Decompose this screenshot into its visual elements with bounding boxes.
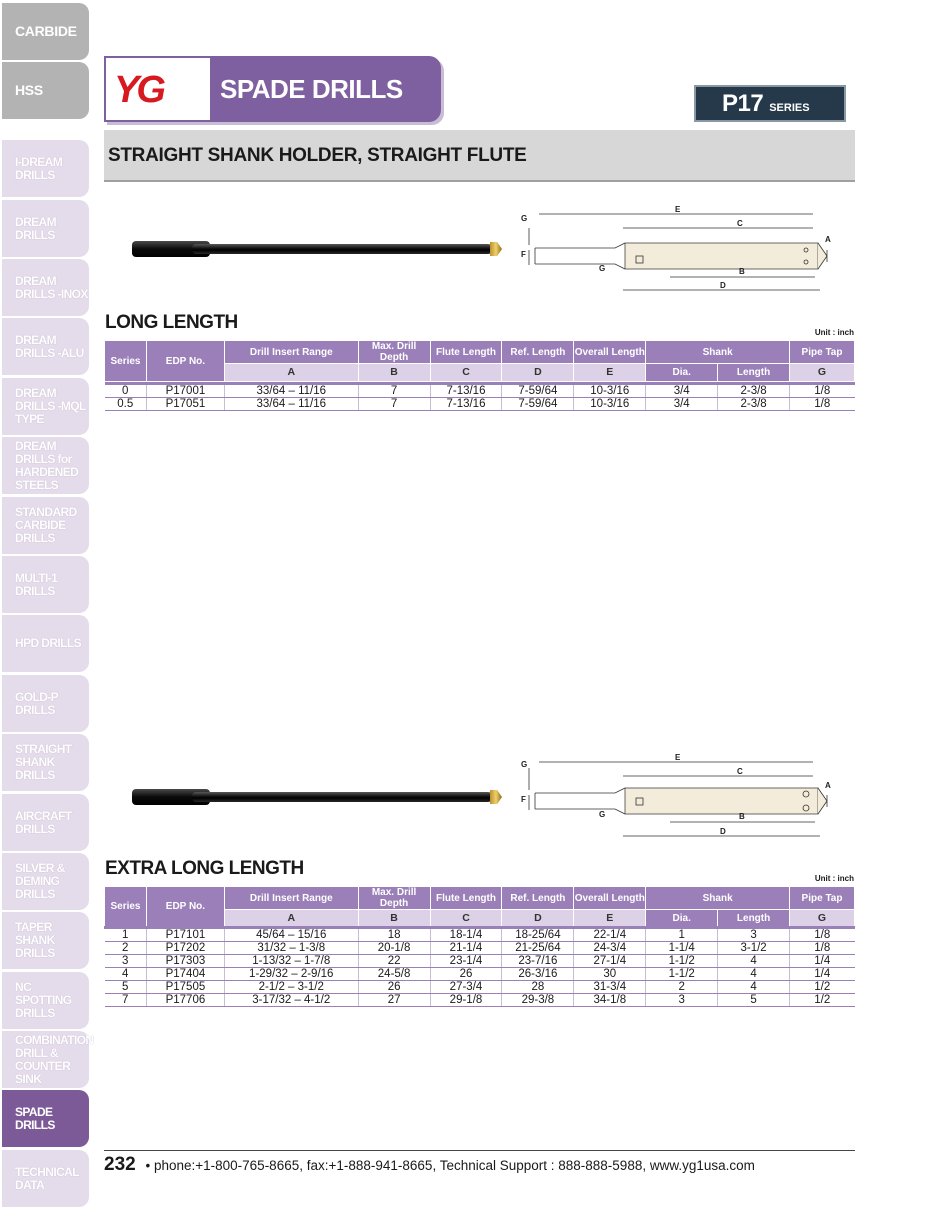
col-header-edp: EDP No.	[146, 887, 224, 928]
dim-label-g-top: G	[521, 760, 528, 769]
table-row: 2 P17202 31/32 – 1-3/8 20-1/8 21-1/4 21-25/64 24-3/4 1-1/4 3-1/2 1/8	[105, 942, 855, 955]
col-header-edp: EDP No.	[146, 341, 224, 382]
drill-body	[192, 792, 492, 802]
col-letter-a: A	[224, 910, 358, 928]
dim-label-a: A	[825, 781, 831, 790]
sidebar-item-gold-p[interactable]: GOLD-P DRILLS	[2, 675, 89, 732]
col-header-overall: Overall Length	[574, 887, 646, 910]
unit-label: Unit : inch	[814, 328, 854, 337]
dim-label-e: E	[675, 205, 681, 214]
col-letter-e: E	[574, 364, 646, 382]
sidebar-item-silver-deming[interactable]: SILVER & DEMING DRILLS	[2, 853, 89, 910]
footer-bullet: •	[145, 1158, 151, 1173]
col-letter-g: G	[790, 364, 855, 382]
footer-contact: phone:+1-800-765-8665, fax:+1-888-941-8665, Technical Support : 888-888-5988, www.yg1usa.com	[153, 1158, 755, 1173]
sidebar-item-dream-drills-mql[interactable]: DREAM DRILLS -MQL TYPE	[2, 378, 89, 435]
dim-label-e: E	[675, 753, 681, 762]
col-letter-d: D	[502, 910, 574, 928]
unit-label: Unit : inch	[814, 874, 854, 883]
col-header-dia: Dia.	[646, 910, 718, 928]
sidebar-item-taper-shank[interactable]: TAPER SHANK DRILLS	[2, 912, 89, 969]
col-letter-c: C	[430, 910, 502, 928]
drill-body	[192, 244, 492, 254]
col-header-range: Drill Insert Range	[224, 341, 358, 364]
col-header-depth: Max. Drill Depth	[358, 887, 430, 910]
spade-insert	[490, 790, 502, 804]
table-row: 4 P17404 1-29/32 – 2-9/16 24-5/8 26 26-3/16 30 1-1/2 4 1/4	[105, 968, 855, 981]
sidebar-item-technical-data[interactable]: TECHNICAL DATA	[2, 1150, 89, 1207]
sidebar-item-dream-drills-alu[interactable]: DREAM DRILLS -ALU	[2, 318, 89, 375]
series-code: P17	[722, 90, 764, 117]
sidebar-item-hss[interactable]: HSS	[2, 62, 89, 119]
table-row: 1 P17101 45/64 – 15/16 18 18-1/4 18-25/64 22-1/4 1 3 1/8	[105, 928, 855, 942]
col-header-pipe: Pipe Tap	[790, 341, 855, 364]
sidebar-item-combination[interactable]: COMBINATION DRILL & COUNTER SINK	[2, 1031, 89, 1088]
col-header-length: Length	[718, 910, 790, 928]
col-letter-b: B	[358, 910, 430, 928]
col-header-shank: Shank	[646, 341, 790, 364]
col-letter-g: G	[790, 910, 855, 928]
col-header-length: Length	[718, 364, 790, 382]
table-row: 7 P17706 3-17/32 – 4-1/2 27 29-1/8 29-3/8 34-1/8 3 5 1/2	[105, 994, 855, 1007]
section-title-extra-long-length: EXTRA LONG LENGTH	[105, 858, 304, 879]
dim-label-f: F	[521, 795, 526, 804]
col-letter-a: A	[224, 364, 358, 382]
dim-label-b: B	[739, 267, 745, 276]
col-header-range: Drill Insert Range	[224, 887, 358, 910]
sidebar-item-hpd-drills[interactable]: HPD DRILLS	[2, 615, 89, 672]
col-letter-d: D	[502, 364, 574, 382]
col-header-flute: Flute Length	[430, 887, 502, 910]
col-letter-c: C	[430, 364, 502, 382]
sidebar-item-dream-drills-hardened[interactable]: DREAM DRILLS for HARDENED STEELS	[2, 437, 89, 494]
dimension-diagram-long	[515, 200, 835, 300]
dim-label-a: A	[825, 235, 831, 244]
dim-label-f: F	[521, 250, 526, 259]
col-header-dia: Dia.	[646, 364, 718, 382]
page-footer	[104, 1150, 855, 1176]
col-header-series: Series	[105, 887, 147, 928]
spade-insert	[490, 242, 502, 256]
col-header-pipe: Pipe Tap	[790, 887, 855, 910]
dim-label-g: G	[599, 264, 606, 273]
page-number: 232	[104, 1154, 136, 1175]
col-header-series: Series	[105, 341, 147, 382]
product-subheading: STRAIGHT SHANK HOLDER, STRAIGHT FLUTE	[104, 130, 855, 182]
dim-label-d: D	[720, 281, 726, 290]
sidebar-item-spade-drills[interactable]: SPADE DRILLS	[2, 1090, 89, 1147]
sidebar-item-carbide[interactable]: CARBIDE	[2, 3, 89, 60]
sidebar-item-i-dream-drills[interactable]: I-DREAM DRILLS	[2, 140, 89, 197]
col-header-flute: Flute Length	[430, 341, 502, 364]
sidebar-item-dream-drills-inox[interactable]: DREAM DRILLS -INOX	[2, 259, 89, 316]
dim-label-c: C	[737, 767, 743, 776]
col-letter-b: B	[358, 364, 430, 382]
col-header-ref: Ref. Length	[502, 887, 574, 910]
table-row: 5 P17505 2-1/2 – 3-1/2 26 27-3/4 28 31-3/4 2 4 1/2	[105, 981, 855, 994]
table-row: 3 P17303 1-13/32 – 1-7/8 22 23-1/4 23-7/16 27-1/4 1-1/2 4 1/4	[105, 955, 855, 968]
col-header-ref: Ref. Length	[502, 341, 574, 364]
section-title-long-length: LONG LENGTH	[105, 312, 238, 333]
table-row: 0.5 P17051 33/64 – 11/16 7 7-13/16 7-59/64 10-3/16 3/4 2-3/8 1/8	[105, 398, 855, 411]
dim-label-g: G	[599, 810, 606, 819]
sidebar-item-straight-shank[interactable]: STRAIGHT SHANK DRILLS	[2, 734, 89, 791]
sidebar-item-nc-spotting[interactable]: NC SPOTTING DRILLS	[2, 972, 89, 1029]
col-header-shank: Shank	[646, 887, 790, 910]
series-word: SERIES	[769, 102, 810, 114]
yg-logo: YG	[104, 56, 212, 122]
spec-table-long-length	[104, 340, 855, 411]
col-letter-e: E	[574, 910, 646, 928]
sidebar-item-multi-1[interactable]: MULTI-1 DRILLS	[2, 556, 89, 613]
dimension-diagram-extra-long	[515, 748, 835, 848]
spec-table-extra-long-length	[104, 886, 855, 1007]
col-header-depth: Max. Drill Depth	[358, 341, 430, 364]
col-header-overall: Overall Length	[574, 341, 646, 364]
title-banner	[104, 56, 441, 122]
sidebar-item-aircraft[interactable]: AIRCRAFT DRILLS	[2, 794, 89, 851]
dim-label-g-top: G	[521, 214, 528, 223]
sidebar-item-standard-carbide[interactable]: STANDARD CARBIDE DRILLS	[2, 497, 89, 554]
page-title: SPADE DRILLS	[220, 74, 403, 104]
dim-label-c: C	[737, 219, 743, 228]
dim-label-d: D	[720, 827, 726, 836]
table-row: 0 P17001 33/64 – 11/16 7 7-13/16 7-59/64 10-3/16 3/4 2-3/8 1/8	[105, 384, 855, 398]
series-badge	[694, 85, 846, 122]
sidebar-item-dream-drills[interactable]: DREAM DRILLS	[2, 200, 89, 257]
dim-label-b: B	[739, 812, 745, 821]
